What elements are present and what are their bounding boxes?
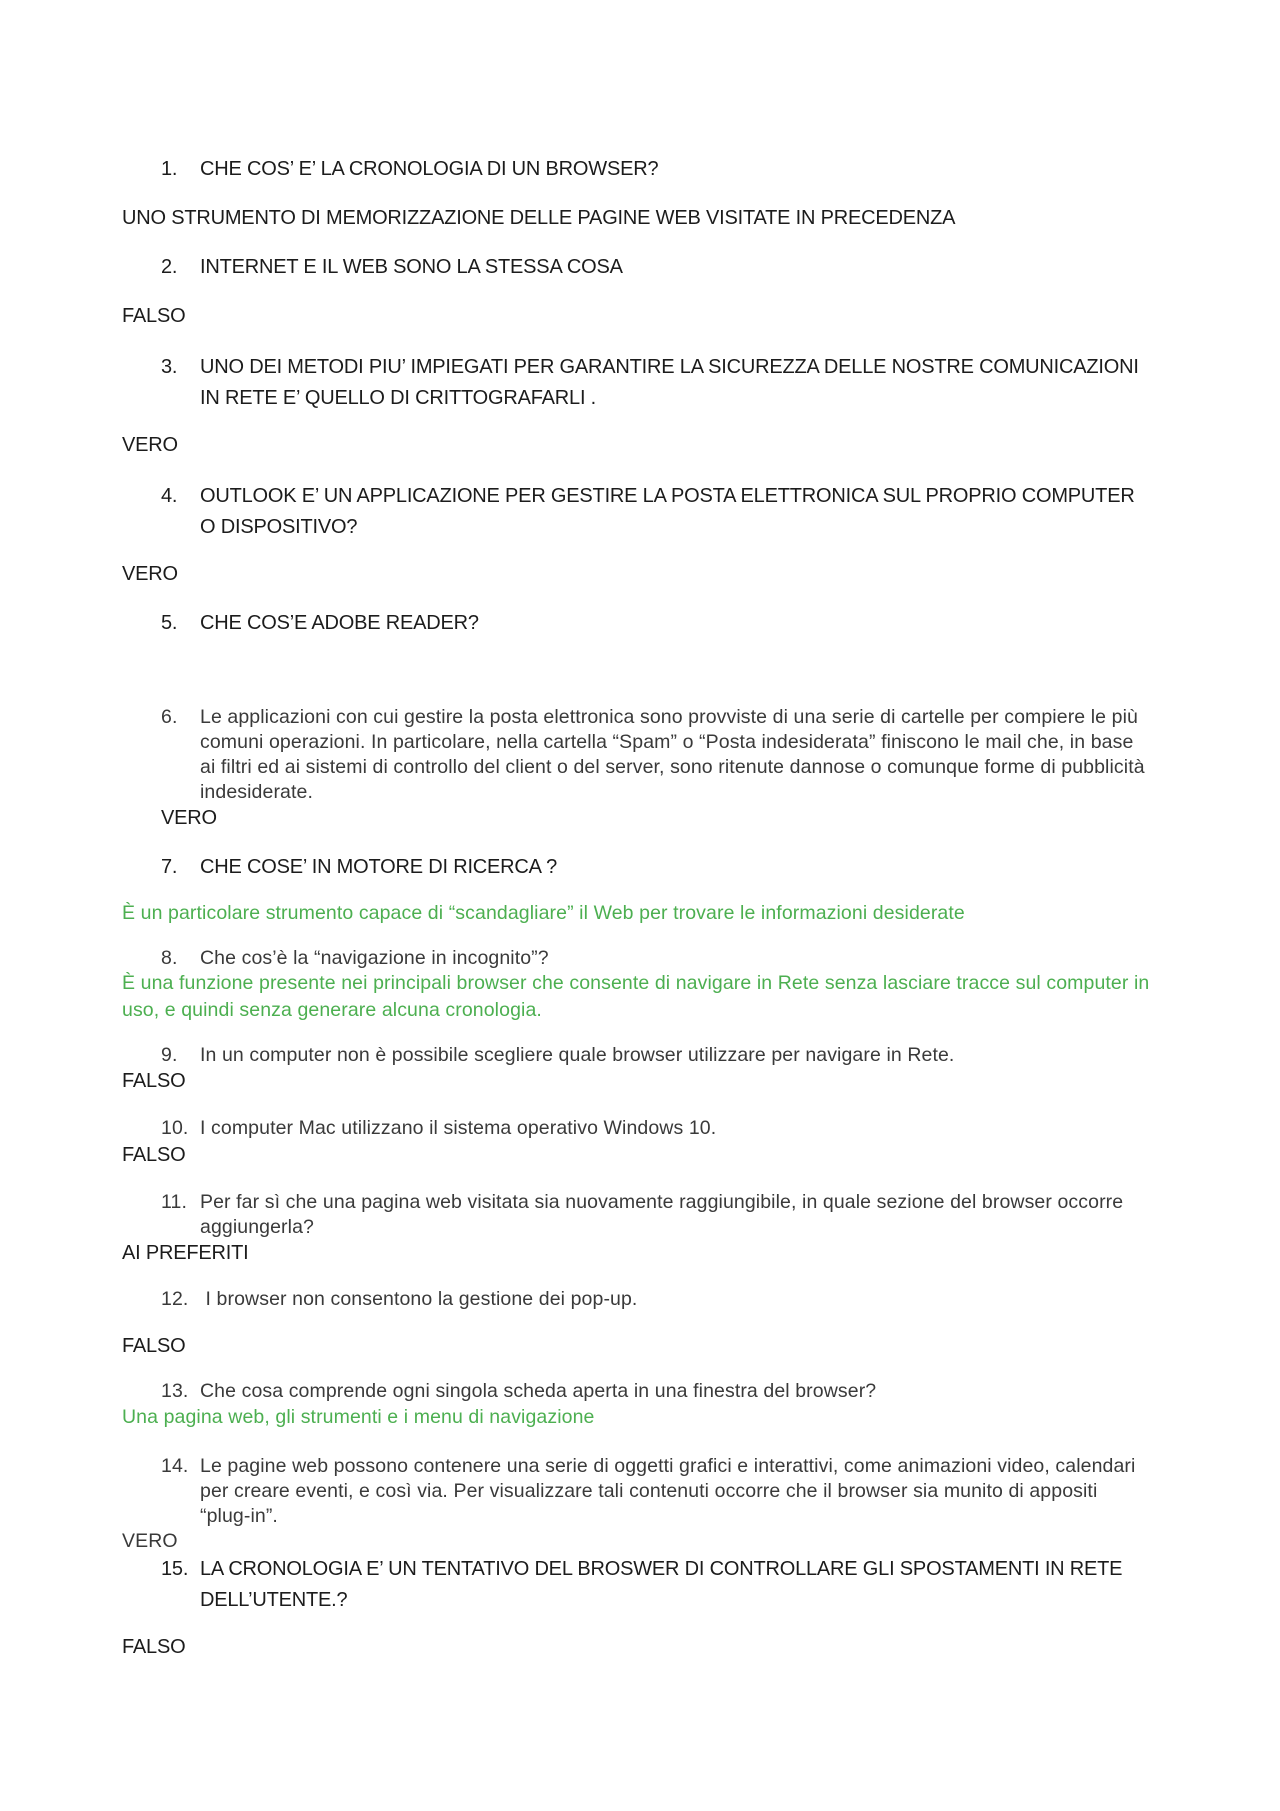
question-text: INTERNET E IL WEB SONO LA STESSA COSA [200, 256, 623, 278]
question-number: 10. [161, 1117, 189, 1139]
question-number: 3. [161, 356, 178, 378]
question-number: 7. [161, 856, 178, 878]
question-4 [161, 481, 1151, 543]
answer-14: VERO [122, 1530, 178, 1552]
question-number: 12. [161, 1288, 189, 1310]
answer-13: Una pagina web, gli strumenti e i menu di navigazione [122, 1406, 595, 1428]
question-1 [161, 156, 1151, 182]
question-text: Per far sì che una pagina web visitata sia nuovamente raggiungibile, in quale sezione del browser occorre aggiungerla? [200, 1191, 1124, 1238]
question-10 [161, 1116, 1151, 1141]
question-3 [161, 352, 1151, 414]
answer-6: VERO [161, 807, 217, 829]
answer-9: FALSO [122, 1070, 186, 1092]
question-text: I computer Mac utilizzano il sistema operativo Windows 10. [200, 1117, 717, 1139]
question-15 [161, 1554, 1151, 1616]
question-text: OUTLOOK E’ UN APPLICAZIONE PER GESTIRE LA POSTA ELETTRONICA SUL PROPRIO COMPUTER O DISPOSITIVO? [200, 485, 1135, 538]
question-text: Che cosa comprende ogni singola scheda aperta in una finestra del browser? [200, 1380, 877, 1402]
question-number: 14. [161, 1455, 189, 1477]
answer-15: FALSO [122, 1636, 186, 1658]
question-5 [161, 610, 1151, 636]
question-number: 5. [161, 612, 178, 634]
answer-4: VERO [122, 563, 178, 585]
answer-1: UNO STRUMENTO DI MEMORIZZAZIONE DELLE PAGINE WEB VISITATE IN PRECEDENZA [122, 207, 956, 229]
question-11 [161, 1190, 1151, 1240]
question-number: 2. [161, 256, 178, 278]
answer-3: VERO [122, 434, 178, 456]
question-text: In un computer non è possibile scegliere quale browser utilizzare per navigare in Rete. [200, 1044, 955, 1066]
answer-2: FALSO [122, 305, 186, 327]
answer-7: È un particolare strumento capace di “scandagliare” il Web per trovare le informazioni desiderate [122, 902, 965, 924]
question-7 [161, 854, 1151, 880]
question-number: 1. [161, 158, 178, 180]
question-text: I browser non consentono la gestione dei pop-up. [200, 1288, 638, 1310]
question-text: Che cos’è la “navigazione in incognito”? [200, 947, 549, 969]
question-13 [161, 1379, 1151, 1404]
question-number: 8. [161, 947, 178, 969]
question-text: LA CRONOLOGIA E’ UN TENTATIVO DEL BROSWER DI CONTROLLARE GLI SPOSTAMENTI IN RETE DELL’UTENTE.? [200, 1558, 1123, 1611]
question-12 [161, 1287, 1151, 1312]
question-number: 13. [161, 1380, 189, 1402]
question-2 [161, 254, 1151, 280]
question-number: 15. [161, 1558, 189, 1580]
question-text: CHE COS’ E’ LA CRONOLOGIA DI UN BROWSER? [200, 158, 659, 180]
answer-11: AI PREFERITI [122, 1242, 249, 1264]
question-text: CHE COSE’ IN MOTORE DI RICERCA ? [200, 856, 557, 878]
question-14 [161, 1454, 1151, 1529]
question-text: UNO DEI METODI PIU’ IMPIEGATI PER GARANTIRE LA SICUREZZA DELLE NOSTRE COMUNICAZIONI IN RETE E’ QUELLO DI CRITTOGRAFARLI . [200, 356, 1139, 409]
question-6 [161, 705, 1151, 805]
question-number: 4. [161, 485, 178, 507]
question-number: 11. [161, 1191, 187, 1213]
question-text: Le applicazioni con cui gestire la posta elettronica sono provviste di una serie di cartelle per compiere le più comuni operazioni. In particolare, nella cartella “Spam” o “Posta indesiderata” finiscono le mail che, in base ai filtri ed ai sistemi di controllo del client o del server, sono ritenute dannose o comunque forme di pubblicità indesiderate. [200, 706, 1145, 803]
question-text: CHE COS’E ADOBE READER? [200, 612, 479, 634]
answer-10: FALSO [122, 1144, 186, 1166]
question-number: 6. [161, 706, 178, 728]
question-text: Le pagine web possono contenere una serie di oggetti grafici e interattivi, come animazioni video, calendari per creare eventi, e così via. Per visualizzare tali contenuti occorre che il browser sia munito di appositi “plug-in”. [200, 1455, 1136, 1527]
question-8 [161, 946, 1151, 971]
answer-8: È una funzione presente nei principali browser che consente di navigare in Rete senza lasciare tracce sul computer in uso, e quindi senza generare alcuna cronologia. [122, 972, 1150, 1021]
question-9 [161, 1043, 1151, 1068]
answer-12: FALSO [122, 1335, 186, 1357]
question-number: 9. [161, 1044, 178, 1066]
